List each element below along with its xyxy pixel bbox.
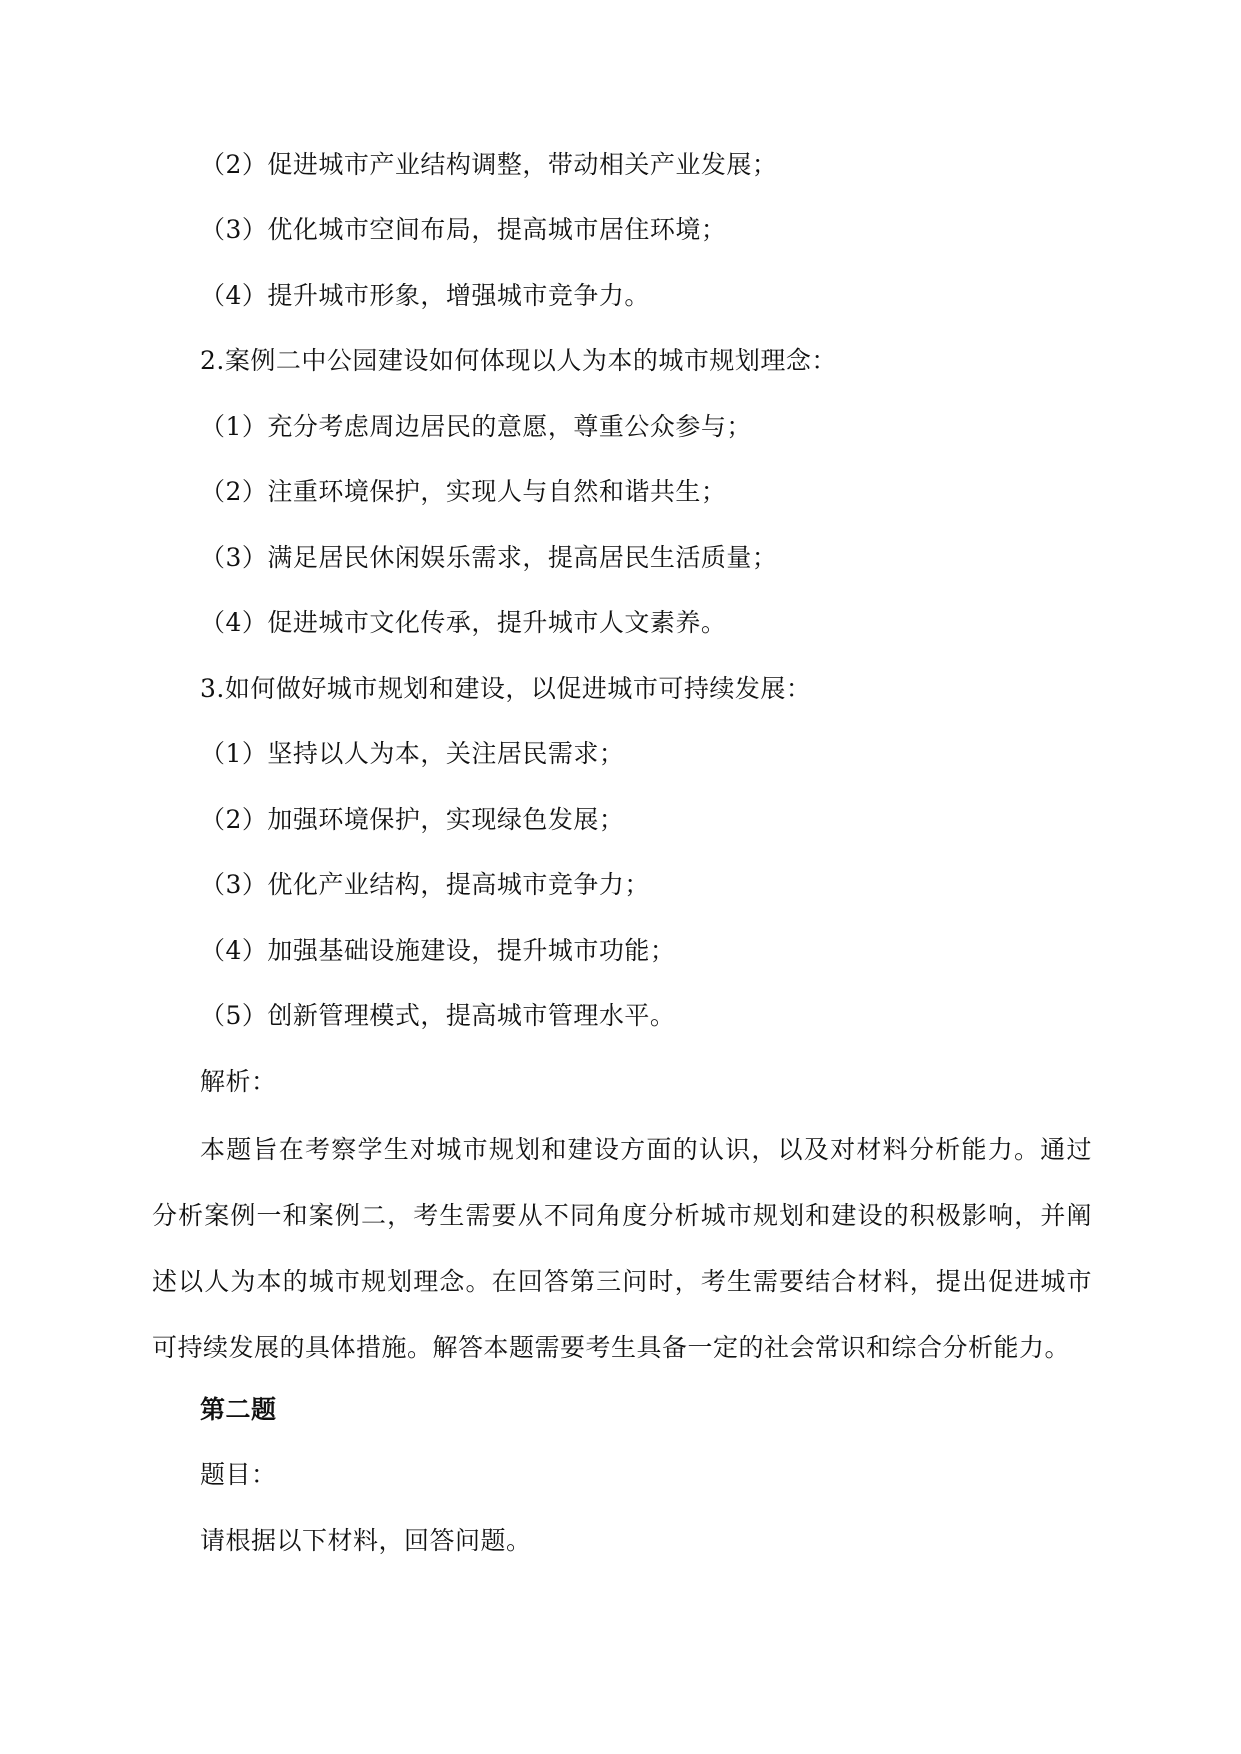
answer-line: （1）充分考虑周边居民的意愿，尊重公众参与； (200, 412, 752, 441)
section-heading: 第二题 (200, 1395, 277, 1424)
answer-line: （3）满足居民休闲娱乐需求，提高居民生活质量； (200, 543, 778, 572)
answer-line: （4）提升城市形象，增强城市竞争力。 (200, 281, 650, 310)
answer-line: （3）优化城市空间布局，提高城市居住环境； (200, 215, 727, 244)
answer-line: （1）坚持以人为本，关注居民需求； (200, 739, 625, 768)
question-line: 2.案例二中公园建设如何体现以人为本的城市规划理念： (200, 346, 837, 375)
instruction-line: 请根据以下材料，回答问题。 (200, 1526, 532, 1555)
answer-line: （4）加强基础设施建设，提升城市功能； (200, 936, 676, 965)
answer-line: （3）优化产业结构，提高城市竞争力； (200, 870, 650, 899)
answer-line: （2）加强环境保护，实现绿色发展； (200, 805, 625, 834)
answer-line: （4）促进城市文化传承，提升城市人文素养。 (200, 608, 727, 637)
analysis-paragraph: 本题旨在考察学生对城市规划和建设方面的认识，以及对材料分析能力。通过分析案例一和案例二，考生需要从不同角度分析城市规划和建设的积极影响，并阐述以人为本的城市规划理念。在回答第三问时，考生需要结合材料，提出促进城市可持续发展的具体措施。解答本题需要考生具备一定的社会常识和综合分析能力。 (152, 1135, 1092, 1362)
question-label: 题目： (200, 1460, 277, 1489)
question-line: 3.如何做好城市规划和建设，以促进城市可持续发展： (200, 674, 812, 703)
answer-line: （2）促进城市产业结构调整，带动相关产业发展； (200, 150, 778, 179)
analysis-label: 解析： (200, 1067, 277, 1096)
answer-line: （5）创新管理模式，提高城市管理水平。 (200, 1001, 676, 1030)
answer-line: （2）注重环境保护，实现人与自然和谐共生； (200, 477, 727, 506)
